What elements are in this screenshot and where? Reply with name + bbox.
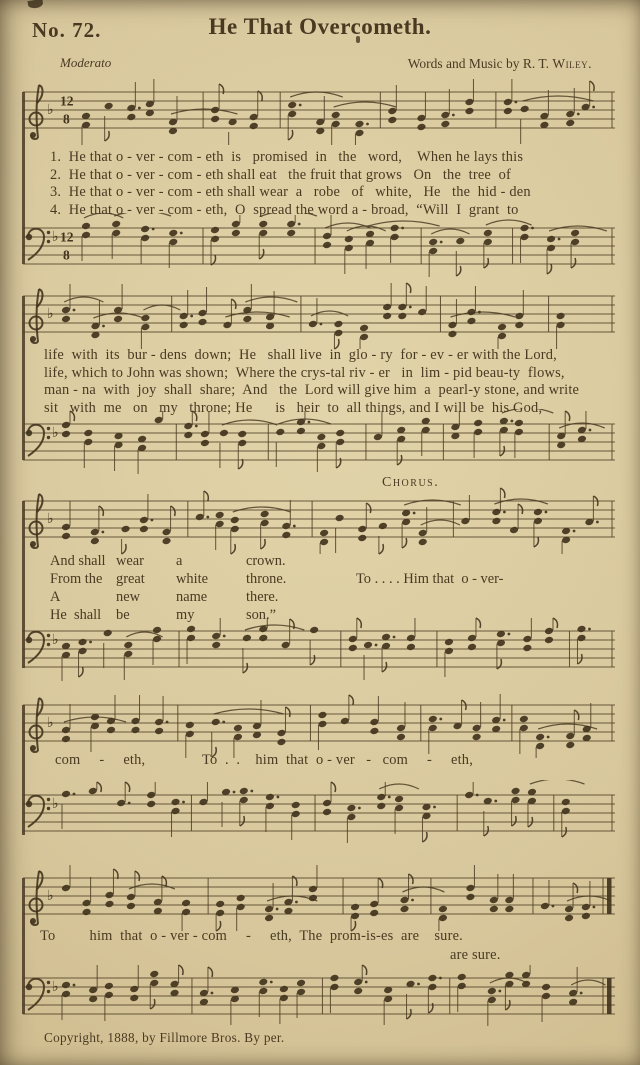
chorus-heading: Chorus. xyxy=(382,475,440,490)
verse-line-2: 2. He that o - ver - com - eth shall eat the fruit that grows On the tree of xyxy=(50,166,511,183)
svg-text:♭: ♭ xyxy=(47,512,54,527)
chorus-cell: crown. xyxy=(246,553,286,569)
chorus-cell: A xyxy=(50,589,61,605)
continuation-line-1: life with its bur - dens down; He shall live in glo - ry for - ev - er with the Lord, xyxy=(44,347,557,363)
staff-bass-5 xyxy=(22,963,616,1037)
svg-text:♭: ♭ xyxy=(52,426,59,441)
final-lyric-line: To him that o - ver - com - eth, The prom-is-es are sure. xyxy=(40,928,463,944)
chorus-cell: great xyxy=(116,571,145,587)
verse-continuation-block xyxy=(44,347,630,417)
scan-corner-mark xyxy=(28,0,44,9)
chorus-cell: name xyxy=(176,589,208,605)
staff-treble-4 xyxy=(22,690,616,764)
composer-credit xyxy=(330,56,592,72)
chorus-cell: He shall xyxy=(50,607,102,623)
credit-name: Wiley. xyxy=(552,56,592,71)
verse-line-1: 1. He that o - ver - com - eth is promised in the word, When he lays this xyxy=(50,149,524,165)
chorus-cell: new xyxy=(116,589,140,605)
chorus-cell: And shall xyxy=(50,553,106,569)
hymn-number: No. 72. xyxy=(32,18,102,42)
staff-treble-2 xyxy=(22,281,616,355)
staff-bass-4 xyxy=(22,780,616,854)
svg-text:♭: ♭ xyxy=(47,307,54,322)
chorus-cell: wear xyxy=(116,553,144,569)
chorus-lyrics-grid xyxy=(50,552,625,624)
verse-line-4: 4. He that o - ver - com - eth, O spread the word a - broad, “Will I grant to xyxy=(50,201,519,218)
chorus-cell: From the xyxy=(50,571,103,587)
copyright-notice: Copyright, 1888, by Fillmore Bros. By per. xyxy=(44,1030,285,1045)
svg-text:♭: ♭ xyxy=(47,103,54,118)
staff-treble-1 xyxy=(22,77,616,151)
chorus-cell xyxy=(356,588,625,606)
chorus-cell: a xyxy=(176,553,183,569)
chorus-cell: white xyxy=(176,571,208,587)
staff-treble-3 xyxy=(22,486,616,560)
svg-text:12: 12 xyxy=(60,93,74,109)
svg-text:♭: ♭ xyxy=(52,230,59,245)
verse-line-3: 3. He that o - ver - com - eth shall wear a robe of white, He the hid - den xyxy=(50,184,531,201)
svg-text:8: 8 xyxy=(63,111,70,127)
chorus-line-2: com - eth, To . . him that o - ver - com - eth, xyxy=(55,752,473,768)
svg-text:8: 8 xyxy=(63,247,70,263)
chorus-cell: be xyxy=(116,607,130,623)
continuation-line-2: life, which to John was shown; Where the crys-tal riv - er in lim - pid beau-ty flows, xyxy=(44,364,565,381)
verse-block xyxy=(50,149,628,219)
hymn-title: He That Overcometh. xyxy=(208,14,432,39)
svg-text:♭: ♭ xyxy=(52,980,59,995)
continuation-line-4: sit with me on my throne; He is heir to all things, and I will be his God, xyxy=(44,399,543,416)
staff-bass-2 xyxy=(22,409,616,483)
chorus-cell: throne. xyxy=(246,571,287,587)
svg-text:♭: ♭ xyxy=(52,797,59,812)
final-lyric-echo: are sure. xyxy=(450,947,501,963)
svg-text:♭: ♭ xyxy=(47,716,54,731)
chorus-cell: there. xyxy=(246,589,279,605)
credit-prefix: Words and Music by R. T. xyxy=(407,56,553,71)
svg-text:♭: ♭ xyxy=(52,633,59,648)
staff-bass-3 xyxy=(22,616,616,690)
staff-treble-5 xyxy=(22,863,616,937)
tempo-marking: Moderato xyxy=(60,55,112,70)
svg-text:12: 12 xyxy=(60,229,74,245)
continuation-line-3: man - na with joy shall share; And the Lord will give him a pearl-y stone, and write xyxy=(44,382,580,399)
chorus-cell: son.” xyxy=(246,607,276,623)
svg-text:♭: ♭ xyxy=(47,889,54,904)
chorus-cell: To . . . . Him that o - ver- xyxy=(356,571,504,587)
staff-bass-1 xyxy=(22,213,616,287)
chorus-cell: my xyxy=(176,607,195,623)
